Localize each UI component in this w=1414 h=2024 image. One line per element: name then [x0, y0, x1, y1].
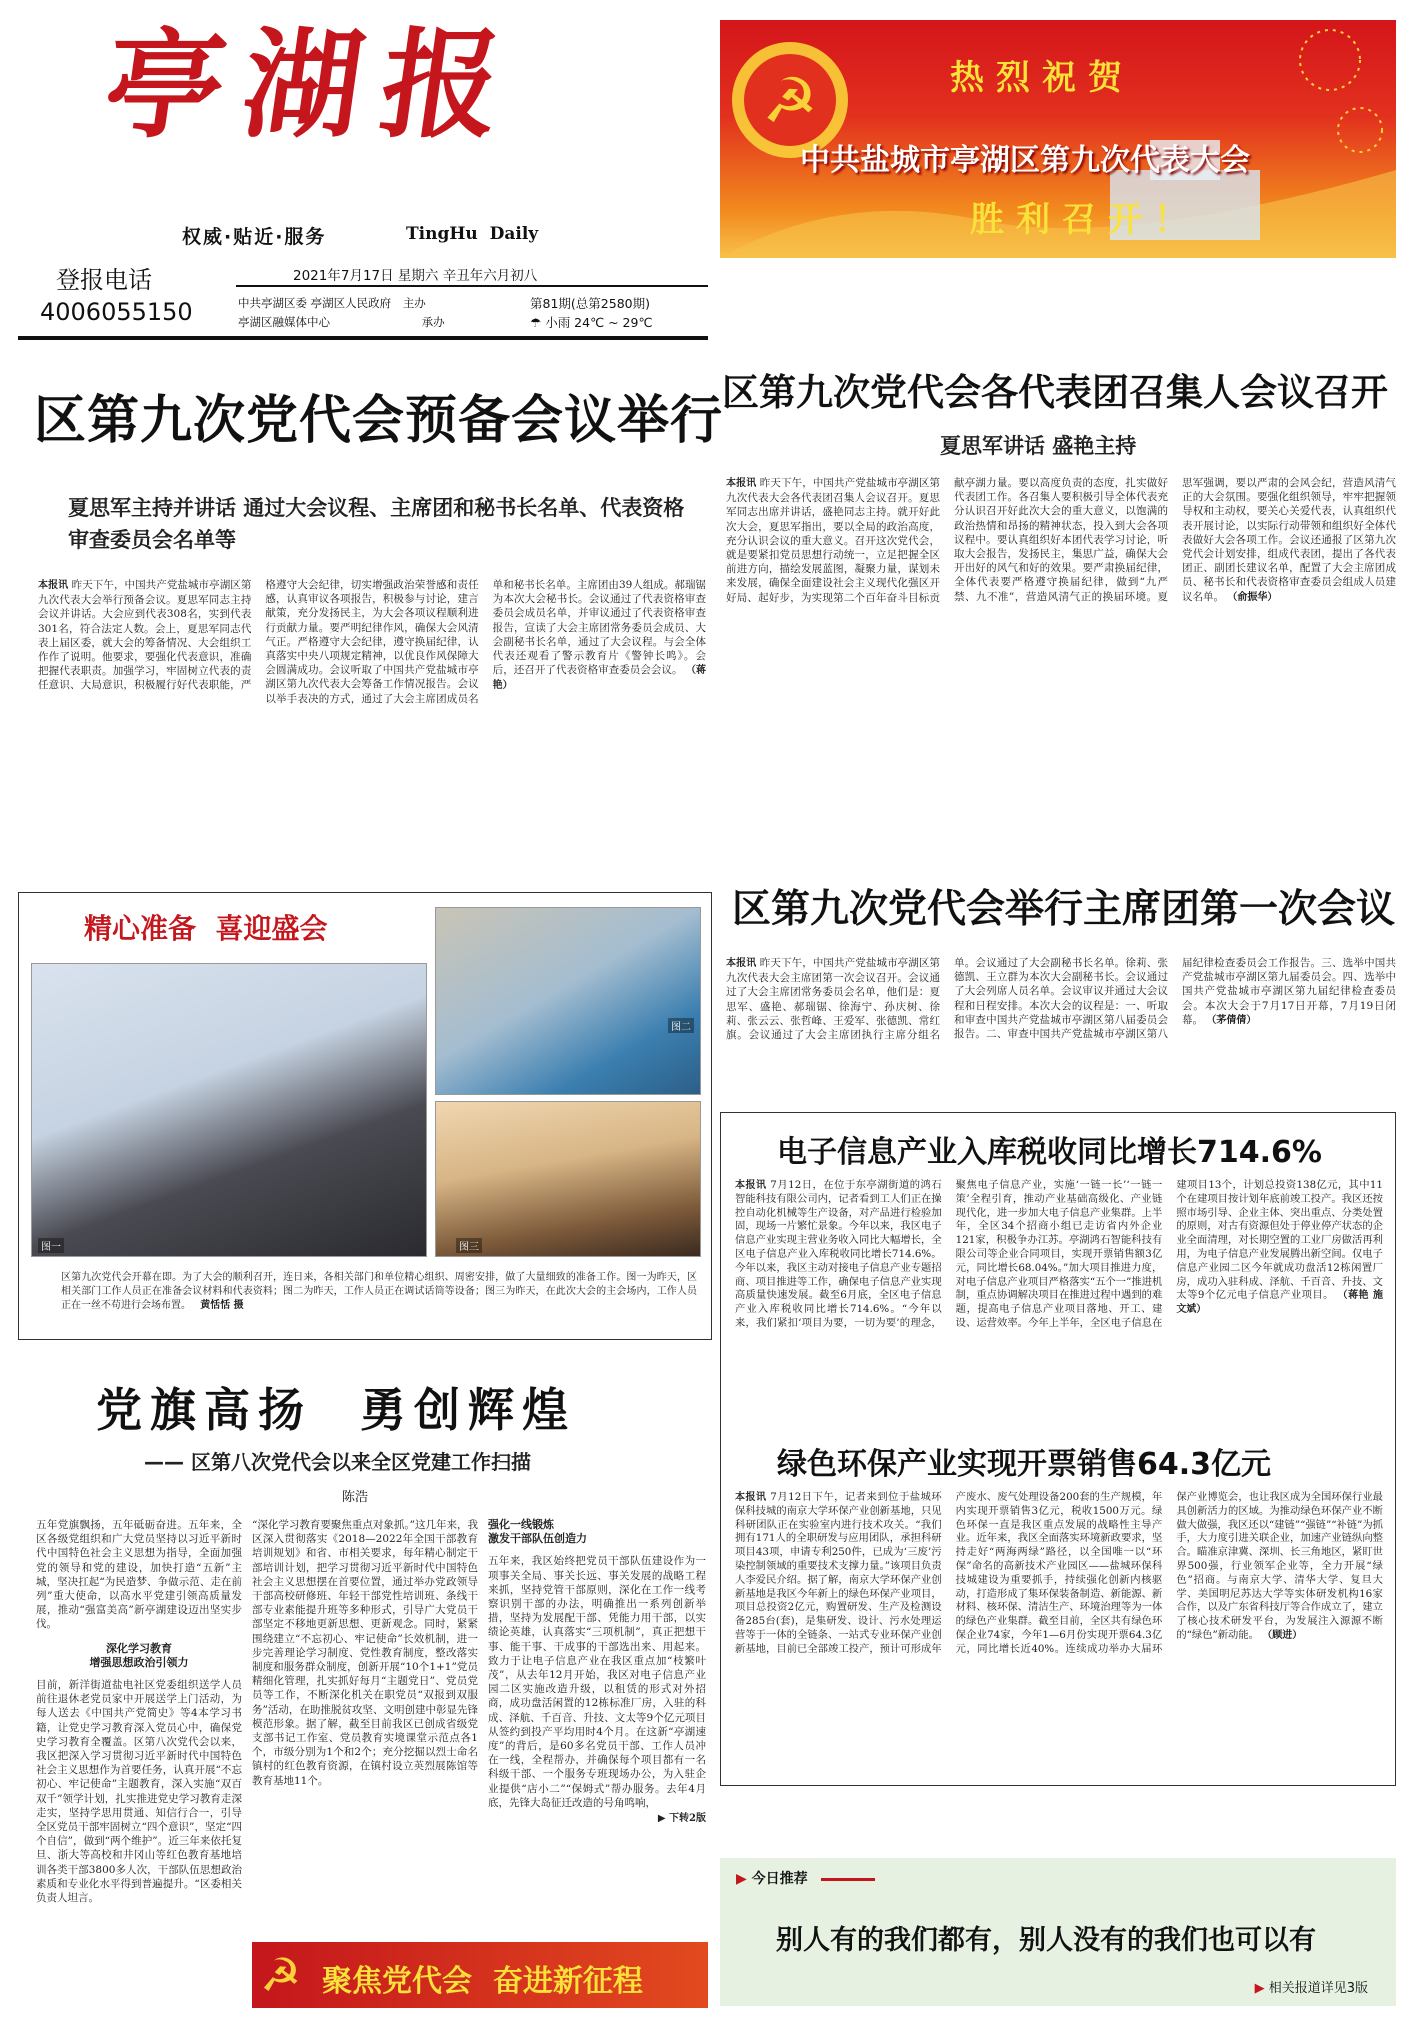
- article-4-headline: 电子信息产业入库税收同比增长714.6%: [777, 1135, 1322, 1170]
- article-3-author: （茅倩倩）: [1206, 1014, 1257, 1026]
- bottom-banner-text: 聚焦党代会 奋进新征程: [322, 1964, 643, 1999]
- article-5-author: （顾进）: [1262, 1629, 1303, 1641]
- article-2-lead: 本报讯: [726, 478, 757, 489]
- article-6-author: 陈浩: [342, 1490, 369, 1505]
- article-1-headline: 区第九次党代会预备会议举行: [34, 391, 724, 451]
- article-4-text: 7月12日，在位于东亭湖街道的鸿石智能科技有限公司内，记者看到工人们正在操控自动化机械等生产设备，对产品进行检验加固，现场一片繁忙景象。今年以来，我区电子信息产业实现主营业务收入同比大幅增长，全区电子信息产业入库税收同比增长714.6%。今年以来，我区主动对接电子信息产业专题招商、项目推进等工作，确保电子信息产业实现高质量快速发展。截至6月底，全区电子信息产业入库税收同比增长714.6%。“今年以来，我们紧扣‘项目为要，一切为要’的理念，聚焦电子信息产业，实施‘一链一长’‘一链一策’全程引育，推动产业基础高级化、产业链现代化，进一步加大电子信息产业集群。上半年，全区34个招商小组已走访省内外企业121家，积极争办江苏。亭湖鸿石智能科技有限公司等企业合同项目，实现开票销售额3亿元，同比增长68.04%。”加大项目推进力度，对电子信息产业项目严格落实“五个一”推进机制，重点协调解决项目在推进过程中遇到的难题，提高电子信息产业项目落地、开工、建设、运营效率。今年上半年，全区电子信息在建项目13个，计划总投资138亿元，其中11个在建项目按计划年底前竣工投产。我区还按照市场引导、企业主体、突出重点、分类处置的原则，对古有资源但处于停业停产状态的企业全面清理，对长期空置的工业厂房做活再利用，为电子信息产业发展腾出新空间。仅电子信息产业园二区今年就成功盘活12栋闲置厂房，成功入驻科成、泽航、千百音、升技、文太等9个亿元电子信息产业项目。: [735, 1179, 1383, 1329]
- svg-text:☭: ☭: [762, 64, 818, 137]
- banner-line-3: 胜利召开！: [970, 200, 1200, 240]
- article-1-text: 昨天下午，中国共产党盐城市亭湖区第九次代表大会举行预备会议。夏思军同志主持会议并讲话。大会应到代表308名，实到代表301名，符合法定人数。会上，夏思军同志代表上届区委，就大会的筹备情况、大会组织工作作了说明。他要求，要强化代表意识，准确把握代表职责。加强学习，牢固树立代表的责任意识、大局意识，积极履行好代表职能，严格遵守大会纪律，切实增强政治荣誉感和责任感，认真审议各项报告，积极参与讨论，建言献策，充分发扬民主，为大会各项议程顺利进行贡献力量。要严明纪律作风，确保大会风清气正。严格遵守大会纪律，遵守换届纪律，认真落实中央八项规定精神，以优良作风保障大会圆满成功。会议听取了中国共产党盐城市亭湖区第九次代表大会筹备工作情况报告。会议以举手表决的方式，通过了大会主席团成员名单和秘书长名单。主席团由39人组成。郝瑞锯为本次大会秘书长。会议通过了代表资格审查委员会成员名单，并审议通过了代表资格审查报告，宣读了大会主席团常务委员会成员、大会副秘书长名单，通过了大会议程。与会全体代表还观看了警示教育片《警钟长鸣》。会后，还召开了代表资格审查委员会会议。: [38, 579, 706, 705]
- recommend-label-text: 今日推荐: [751, 1871, 808, 1887]
- recommend-box[interactable]: [720, 1858, 1396, 2006]
- article-2-body: [726, 476, 1396, 844]
- recommend-link-text[interactable]: 相关报道详见3版: [1268, 1981, 1368, 1996]
- article-6-text-c: 五年来，我区始终把党员干部队伍建设作为一项事关全局、事关长远、事关发展的战略工程来抓，坚持党管干部原则，深化在工作一线考察识别干部的办法，明确推出一系列创新举措，坚持为发展配干部、凭能力用干部，以实绩论英雄，认真落实“三项机制”，真正把想干事、能干事、干成事的干部选出来、用起来。致力于让电子信息产业在我区重点加“枝繁叶茂”，从去年12月开始，我区对电子信息产业园二区实施改造升级，以租赁的形式对外招商，成功盘活闲置的12栋标准厂房，入驻的科成、泽航、千百音、升技、文太等9个亿元项目从签约到投产平均用时4个月。在这新“亭湖速度”的背后，是60多名党员干部、工作人员冲在一线，全程帮办，并确保每个项目都有一名科级干部、一个服务专班现场办公，为入驻企业提供“店小二”“保姆式”帮办服务。去年4月底，先锋大岛征迁改造的号角鸣响，: [488, 1555, 706, 1809]
- sponsor-2: 亭湖区融媒体中心: [238, 315, 330, 329]
- banner-line-1: 热烈祝贺: [950, 58, 1134, 98]
- article-6-col-2: [252, 1518, 478, 1936]
- photo-2: [435, 907, 701, 1095]
- article-5-body: [735, 1491, 1383, 1775]
- masthead-rule: [236, 285, 708, 287]
- photo-caption-text: 区第九次党代会开幕在即。为了大会的顺利召开，连日来，各相关部门和单位精心组织、周密安排，做了大量细致的准备工作。图一为昨天，区相关部门工作人员正在准备会议材料和代表资料；图二为昨天，工作人员正在调试话筒等设备；图三为昨天，在此次大会的主会场内，工作人员正在一丝不苟进行会场布置。: [61, 1272, 697, 1311]
- photo-3-label: 图三: [456, 1238, 482, 1253]
- photo-credit: 黄恬恬 摄: [200, 1300, 244, 1311]
- link-arrow-icon: ▶: [1254, 1981, 1265, 1996]
- continued-note: [488, 1812, 706, 1826]
- article-6-heading-2b: 激发干部队伍创造力: [488, 1532, 587, 1546]
- weather: [530, 313, 653, 331]
- article-6-subtitle: —— 区第八次党代会以来全区党建工作扫描: [144, 1450, 531, 1474]
- article-6-heading-1b: 增强思想政治引领力: [89, 1655, 189, 1669]
- article-6-col-3: [488, 1518, 706, 1936]
- article-3-text: 昨天下午，中国共产党盐城市亭湖区第九次代表大会主席团第一次会议召开。会议通过了大会主席团常务委员会名单，他们是：夏思军、盛艳、郝瑞锯、徐海宁、孙庆树、徐莉、张云云、张哲峰、王爱军、张德凯、常红旗。会议通过了大会主席团执行主席分组名单。会议通过了大会副秘书长名单。徐莉、张德凯、王立群为本次大会副秘书长。会议通过了大会列席人员名单。会议审议并通过大会议程和日程安排。本次大会的议程是：一、听取和审查中国共产党盐城市亭湖区第八届委员会报告。二、审查中国共产党盐城市亭湖区第八届纪律检查委员会工作报告。三、选举中国共产党盐城市亭湖区第九届委员会。四、选举中国共产党盐城市亭湖区第九届纪律检查委员会。本次大会于7月17日开幕，7月19日闭幕。: [726, 957, 1396, 1042]
- issue-number: 第81期(总第2580期): [530, 296, 650, 311]
- weather-text: 小雨 24℃ ~ 29℃: [545, 315, 653, 330]
- congratulation-banner: [720, 20, 1396, 258]
- article-1-author: （蒋艳）: [492, 665, 706, 692]
- article-4-body: [735, 1179, 1383, 1425]
- article-3-lead: 本报讯: [726, 958, 757, 969]
- photo-2-label: 图二: [668, 1018, 694, 1033]
- photo-1-label: 图一: [38, 1238, 64, 1253]
- article-6-col-1: [36, 1518, 242, 2008]
- article-5-lead: 本报讯: [735, 1492, 767, 1503]
- masthead: [18, 10, 708, 340]
- article-1-body: [38, 578, 706, 846]
- article-6-intro: 五年党旗飘扬，五年砥砺奋进。五年来，全区各级党组织和广大党员坚持以习近平新时代中国特色社会主义思想为指导，全面加强党的领导和党的建设，加快打造“五新”主城，坚决扛起“为民造梦、争做示范、走在前列”重大使命，以高水平党建引领高质量发展，推动“强富美高”新亭湖建设迈出坚实步伐。: [36, 1519, 242, 1631]
- recommend-link[interactable]: [1255, 1977, 1368, 1996]
- photo-1: [31, 963, 427, 1257]
- masthead-divider: [18, 336, 708, 340]
- article-1-subtitle: 夏思军主持并讲话 通过大会议程、主席团和秘书长名单、代表资格审查委员会名单等: [68, 496, 685, 552]
- photo-section: [18, 892, 712, 1340]
- sponsor-1: 中共亭湖区委 亭湖区人民政府: [238, 296, 392, 310]
- slogan: 权威·贴近·服务: [182, 226, 327, 248]
- recommend-arrow-icon: ▶: [736, 1871, 747, 1887]
- photo-3: [435, 1101, 701, 1257]
- article-3-headline: 区第九次党代会举行主席团第一次会议: [732, 887, 1396, 932]
- continued-arrow-icon: ▶: [657, 1813, 666, 1825]
- sponsor-1-role: 主办: [402, 296, 426, 310]
- recommend-rule: [821, 1878, 875, 1881]
- article-1-lead: 本报讯: [38, 580, 69, 591]
- article-6-text-b: “深化学习教育要聚焦重点对象抓。”这几年来，我区深入贯彻落实《2018—2022年全国干部教育培训规划》和省、市相关要求，每年精心制定干部培训计划，把学习贯彻习近平新时代中国特色社会主义思想摆在首要位置，通过举办党政领导干部高校研修班、年轻干部党性培训班、条线干部专业素能提升班等多种形式，引导广大党员干部坚定不移地更新思想、更新观念。同时，紧紧围绕建立“不忘初心、牢记使命”长效机制，进一步完善理论学习制度、党性教育制度，整改落实制度和服务群众制度，创新开展“10个1+1”党员精细化管理，扎实抓好每月“主题党日”、党员党员等工作，不断深化机关在职党员“双报到双服务”活动，在助推脱贫攻坚、文明创建中彰显先锋模范形象。据了解，截至目前我区已创成省级党支部书记工作室、党员教育实境课堂示范点各1个，市级分别为1个和2个；充分挖掘以烈士命名镇村的红色教育资源，在镇村设立英烈展陈馆等教育基地11个。: [252, 1519, 478, 1787]
- article-2-text: 昨天下午，中国共产党盐城市亭湖区第九次代表大会各代表团召集人会议召开。夏思军同志出席并讲话，盛艳同志主持。就开好此次大会，夏思军指出，要以全局的政治高度，充分认识会议的重大意义。召开这次党代会，就是要紧扣党员思想行动统一，立足把握全区前进方向，描绘发展蓝图，凝聚力量，谋划未来发展，确保全面建设社会主义现代化强区开好局、起好步，为实现第二个百年奋斗目标贡献亭湖力量。要以高度负责的态度，扎实做好代表团工作。各召集人要积极引导全体代表充分认识召开好此次大会的重大意义，以饱满的政治热情和昂扬的精神状态，投入到大会各项议程中。要认真组织好本团代表学习讨论，听取大会报告，发扬民主，集思广益，确保大会开出好的风气和好的效果。要严肃换届纪律，全体代表要严格遵守换届纪律，做到“九严禁、九不准”，营造风清气正的换届环境。夏思军强调，要以严肃的会风会纪，营造风清气正的大会氛围。要强化组织领导，牢牢把握领导权和主动权，要关心关爱代表，认真组织代表开展讨论，以实际行动带领和组织好全体代表做好大会各项工作。会议还通报了区第九次党代会计划安排，组成代表团，提出了各代表团正、副团长建议名单，配置了大会主席团成员、秘书长和代表资格审查委员会组成人员建议名单。: [726, 477, 1396, 604]
- sponsor-line-1: [238, 295, 426, 311]
- sponsor-2-role: 承办: [421, 315, 445, 329]
- article-4-author: （蒋艳 施文斌）: [1176, 1290, 1383, 1316]
- economy-box: [720, 1112, 1396, 1786]
- recommend-title[interactable]: 别人有的我们都有，别人没有的我们也可以有: [776, 1925, 1316, 1956]
- article-6-headline: 党旗高扬 勇创辉煌: [96, 1383, 577, 1437]
- party-emblem-icon: ☭: [260, 1948, 302, 2002]
- newspaper-logo: 亭湖报: [96, 15, 530, 154]
- article-2-author: （俞振华）: [1227, 591, 1278, 603]
- rain-cloud-icon: ☂: [530, 315, 542, 330]
- sponsor-line-2: [238, 314, 445, 330]
- photo-section-title: 精心准备 喜迎盛会: [84, 912, 328, 945]
- article-2-subtitle: 夏思军讲话 盛艳主持: [940, 434, 1137, 458]
- article-6-text-a: 目前，新洋街道盐电社区党委组织送学人员前往退休老党员家中开展送学上门活动，为每人送去《中国共产党简史》等4本学习书籍，让党史学习教育深入党员心中，确保党史学习教育全覆盖。区第八次党代会以来，我区把深入学习贯彻习近平新时代中国特色社会主义思想作为首要任务，认真开展“不忘初心、牢记使命”主题教育，深入实施“双百双千”领学计划，扎实推进党史学习教育走深走实，坚持学思用贯通、知信行合一，引导全区党员干部牢固树立“四个意识”，坚定“四个自信”，做到“两个维护”。近三年来依托复旦、浙大等高校和井冈山等红色教育基地培训各类干部3800多人次，干部队伍思想政治素质和专业化水平得到普遍提升。“区委相关负责人坦言。: [36, 1679, 242, 1905]
- article-6-heading-2a: 强化一线锻炼: [488, 1518, 554, 1531]
- article-5-headline: 绿色环保产业实现开票销售64.3亿元: [777, 1447, 1272, 1482]
- article-3-body: [726, 956, 1396, 1086]
- article-5-text: 7月12日下午，记者来到位于盐城环保科技城的南京大学环保产业创新基地，只见科研团队正在实验室内进行技术攻关。“我们拥有171人的全职研发与应用团队，承担科研项目43项，申请专利250件，已成为‘三废’污染控制领域的重要技术支撑力量。”该项目负责人李爱民介绍。据了解，南京大学环保产业创新基地是我区今年新上的绿色环保产业项目，项目总投资2亿元，购置研发、生产及检测设备285台(套)，是集研发、设计、污水处理运营等于一体的全链条、一站式专业环保产业创新基地，目前已全部竣工投产，预计可形成年产废水、废气处理设备200套的生产规模，年内实现开票销售3亿元，税收1500万元。绿色环保一直是我区重点发展的战略性主导产业。近年来，我区全面落实环境新政要求，坚持走好“两海两绿”路径，以全国唯一以“环保”命名的高新技术产业园区——盐城环保科技城建设为重要抓手，持续强化创新内核驱动，打造形成了集环保装备制造、新能源、新材料、核环保、清洁生产、环境治理等为一体的绿色产业集群。截至目前，全区共有绿色环保企业74家，今年1—6月份实现开票64.3亿元，同比增长近40%。连续成功举办大届环保产业博览会，也让我区成为全国环保行业最具创新活力的区域。为推动绿色环保产业不断做大做强，我区还以“建链”“强链”“补链”为抓手，大力度引进关联企业，加速产业链纵向整合。瞄准京津冀、深圳、长三角地区，紧盯世界500强，行业领军企业等，全力开展“绿色”招商。与南京大学、清华大学、复旦大学、美国明尼苏达大学等实体研发机构16家合作，以及广东省科技厅等合作成立了，建立了核心技术研发平台，为发展注入源源不断的“绿色”新动能。: [735, 1491, 1383, 1655]
- article-2-headline: 区第九次党代会各代表团召集人会议召开: [722, 371, 1388, 414]
- masthead-date: 2021年7月17日 星期六 辛丑年六月初八: [293, 268, 538, 284]
- recommend-label: [736, 1868, 875, 1888]
- phone-number: 4006055150: [40, 298, 193, 326]
- pinyin-name: TingHu Daily: [406, 224, 539, 244]
- phone-label: 登报电话: [56, 266, 152, 294]
- photo-caption: [61, 1271, 697, 1327]
- banner-line-2: 中共盐城市亭湖区第九次代表大会: [800, 143, 1250, 178]
- article-6-heading-1a: 深化学习教育: [106, 1641, 172, 1655]
- continued-text: 下转2版: [669, 1813, 706, 1825]
- bottom-banner: [252, 1942, 708, 2008]
- article-4-lead: 本报讯: [735, 1180, 767, 1191]
